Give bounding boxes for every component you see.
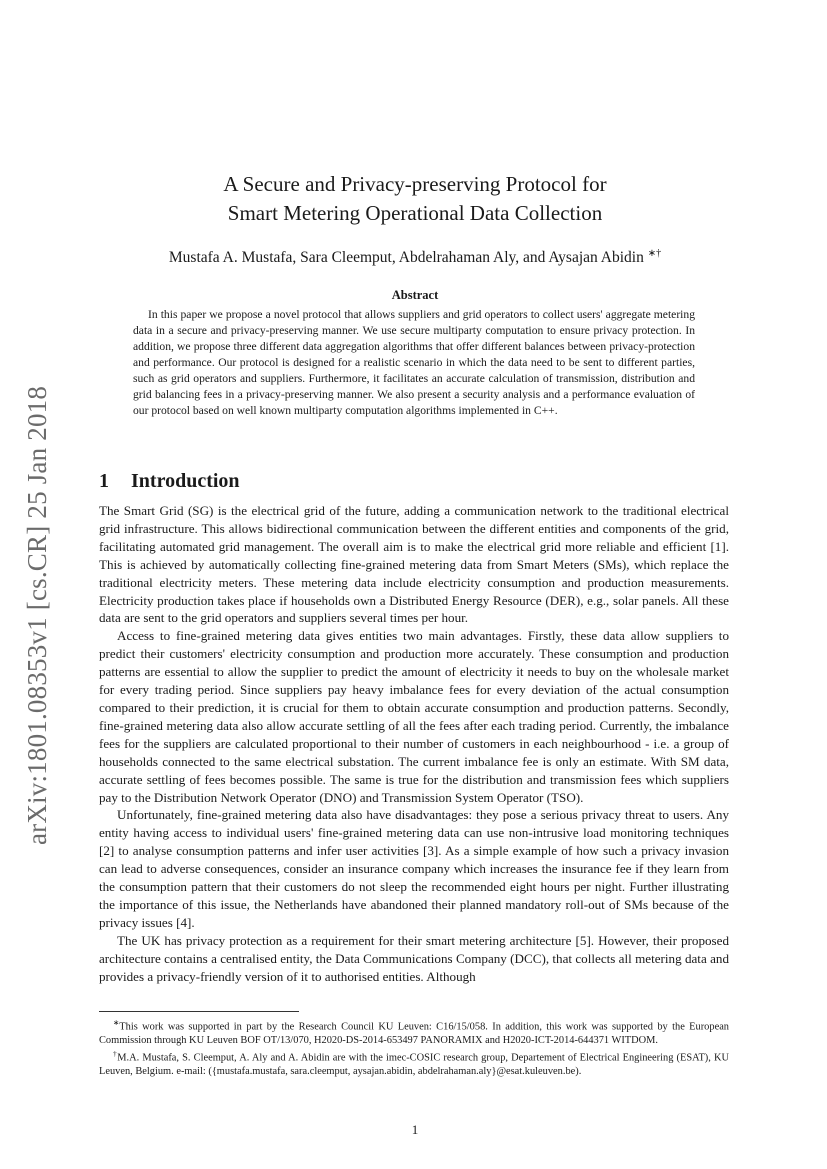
footnote-funding (99, 1016, 729, 1047)
footnote-text: This work was supported in part by the Research Council KU Leuven: C16/15/058. In addition, this work was supported by the European Commission through KU Leuven BOF OT/13/070, H2020-DS-2014-653497 PANORAMIX and H2020-ICT-2014-644371 WITDOM. (99, 1021, 729, 1046)
arxiv-identifier-stamp: arXiv:1801.08353v1 [cs.CR] 25 Jan 2018 (22, 385, 52, 845)
paragraph-3: Unfortunately, fine-grained metering data also have disadvantages: they pose a serious privacy threat to users. Any entity having access to individual users' fine-grained metering data can use non-intrusive load monitoring techniques [2] to analyse consumption patterns and infer user activities [3]. As a simple example of how such a privacy invasion can lead to adverse consequences, consider an insurance company which increases the insurance fee if they learn from the consumption pattern that their customers do not sleep the recommended eight hours per night. Further illustrating the importance of this issue, the Netherlands have abandoned their planned mandatory roll-out of SMs because of the privacy issues [4]. (99, 807, 729, 930)
footnote-mark: † (113, 1049, 118, 1059)
author-names: Mustafa A. Mustafa, Sara Cleemput, Abdelrahaman Aly, and Aysajan Abidin (168, 249, 644, 267)
footnote-text: M.A. Mustafa, S. Cleemput, A. Aly and A. Abidin are with the imec-COSIC research group, Departement of Electrical Engineering (ESAT), KU Leuven, Belgium. e-mail: ({mustafa.mustafa, sara.cleemput, aysajan.abidin, abdelrahaman.aly}@esat.kuleuven.be). (99, 1052, 730, 1078)
paragraph-2: Access to fine-grained metering data gives entities two main advantages. Firstly, these data allow suppliers to predict their customers' electricity consumption and production more accurately. These consumption and production patterns are essential to allow the supplier to predict the amount of electricity it needs to buy on the wholesale market for every trading period. Since suppliers pay heavy imbalance fees for every deviation of the actual consumption compared to their prediction, it is crucial for them to obtain accurate consumption and production patterns. Secondly, fine-grained metering data also allow accurate settling of all the fees after each trading period. Currently, the imbalance fees for the suppliers are calculated proportional to their number of customers in each neighbourhood - i.e. a group of households connected to the same electrical substation. The current imbalance fee is only an estimate. With SM data, accurate settling of fees becomes possible. The same is true for the distribution and transmission fees which suppliers pay to the Distribution Network Operator (DNO) and Transmission System Operator (TSO). (99, 628, 729, 805)
footnote-affiliation (99, 1047, 729, 1078)
footnote-divider (99, 1011, 299, 1012)
footnotes (99, 1016, 729, 1079)
page-number: 1 (411, 1122, 419, 1137)
paragraph-4: The UK has privacy protection as a requirement for their smart metering architecture [5]. However, their proposed architecture contains a centralised entity, the Data Communications Company (DCC), that collects all metering data and provides a privacy-friendly version of it to authorised entities. Although (99, 932, 729, 984)
section-heading (99, 470, 240, 493)
title-line-1: A Secure and Privacy-preserving Protocol for (223, 172, 607, 196)
author-footnote-marks: ∗† (647, 248, 662, 259)
paper-title (100, 170, 730, 228)
footnote-mark: ∗ (113, 1018, 120, 1027)
paragraph-1: The Smart Grid (SG) is the electrical grid of the future, adding a communication network to the traditional electrical grid infrastructure. This allows bidirectional communication between the different entities and components of the grid, facilitating automated grid management. The overall aim is to make the electrical grid more reliable and efficient [1]. This is achieved by automatically collecting fine-grained metering data from Smart Meters (SMs), which replace the traditional electricity meters. These metering data include electricity consumption and production measurements. Electricity production takes place if households own a Distributed Energy Resource (DER), e.g., solar panels. All these data are sent to the grid operators and suppliers several times per hour. (99, 503, 729, 626)
section-number: 1 (99, 470, 109, 492)
abstract-text: In this paper we propose a novel protocol that allows suppliers and grid operators to collect users' aggregate metering data in a secure and privacy-preserving manner. We use secure multiparty computation to ensure privacy protection. In addition, we propose three different data aggregation algorithms that offer different balances between privacy-protection and performance. Our protocol is designed for a realistic scenario in which the data need to be sent to different parties, such as grid operators and suppliers. Furthermore, it facilitates an accurate calculation of transmission, distribution and grid balancing fees in a privacy-preserving manner. We also present a security analysis and a performance evaluation of our protocol based on well known multiparty computation algorithms implemented in C++. (133, 308, 695, 417)
title-line-2: Smart Metering Operational Data Collection (227, 201, 603, 225)
body-text (99, 502, 729, 985)
section-title: Introduction (131, 470, 240, 492)
abstract-heading: Abstract (391, 288, 439, 302)
author-list (100, 244, 730, 268)
